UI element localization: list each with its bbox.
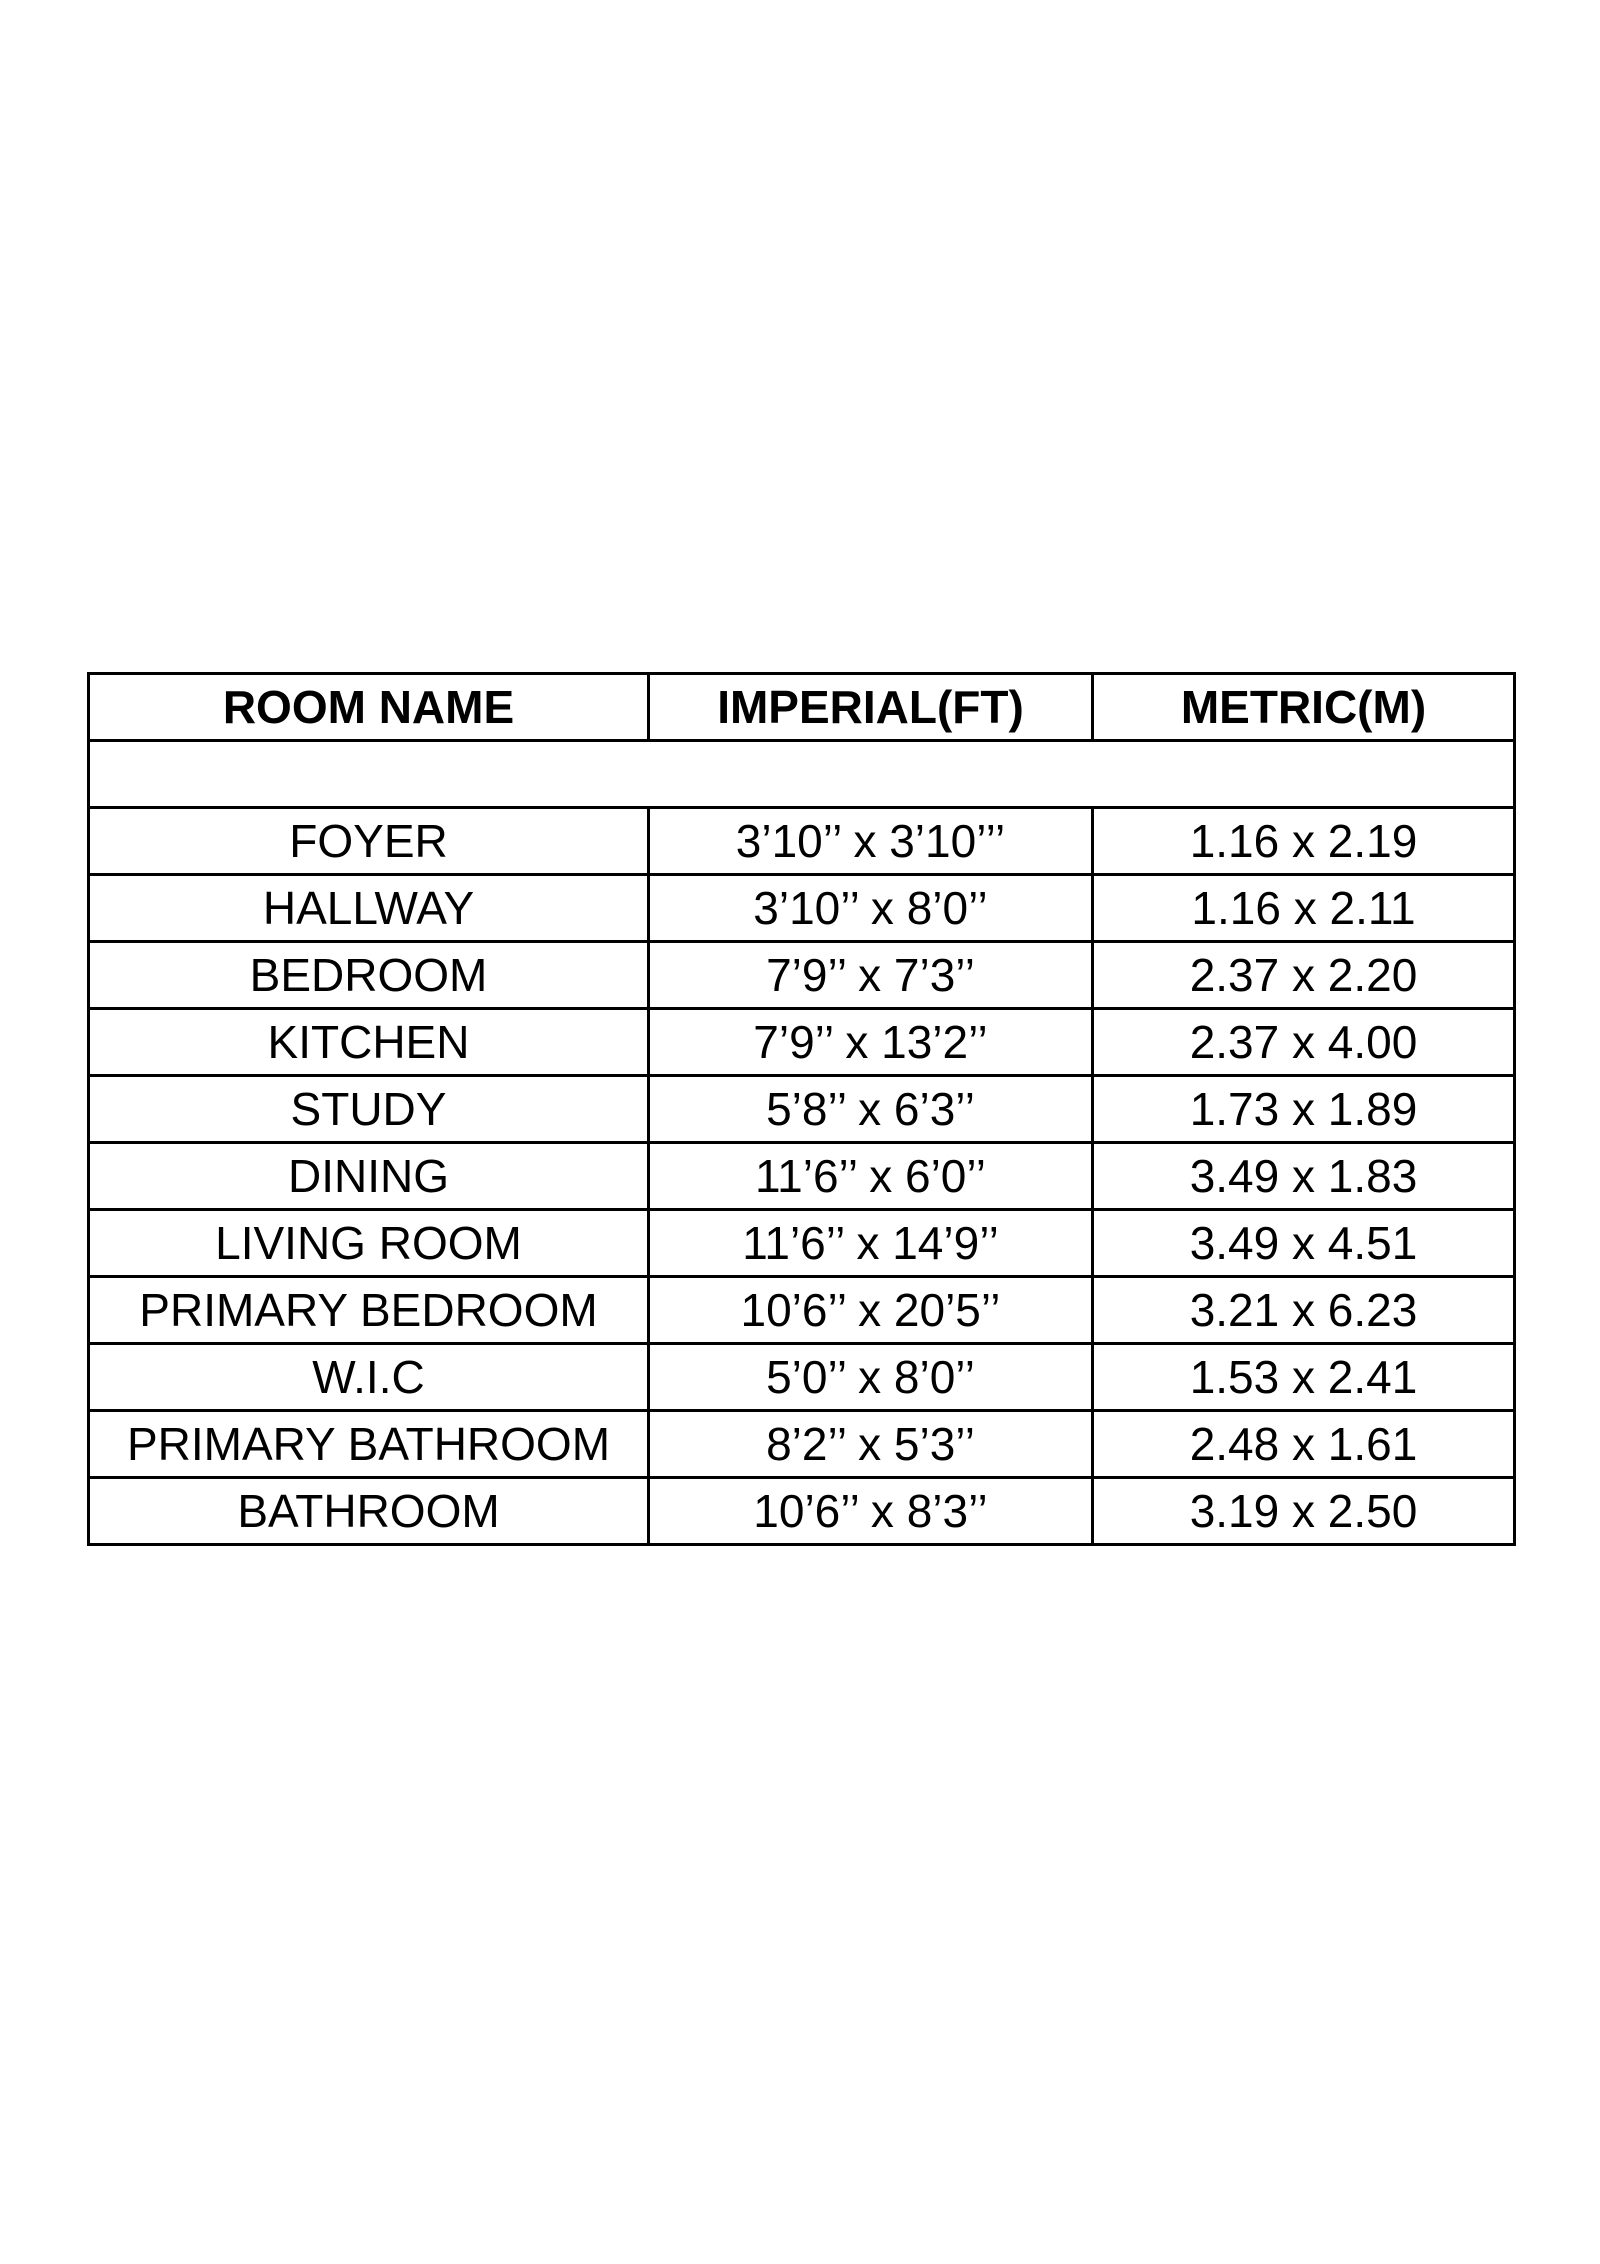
table-row — [89, 1210, 1515, 1277]
imperial-cell: 11’6’’ x 14’9’’ — [649, 1210, 1093, 1277]
blank-cell — [89, 741, 1515, 808]
room-name-cell: DINING — [89, 1143, 649, 1210]
header-imperial: IMPERIAL(FT) — [649, 674, 1093, 741]
imperial-cell: 5’8’’ x 6’3’’ — [649, 1076, 1093, 1143]
header-room-name: ROOM NAME — [89, 674, 649, 741]
imperial-cell: 10’6’’ x 20’5’’ — [649, 1277, 1093, 1344]
room-name-cell: KITCHEN — [89, 1009, 649, 1076]
metric-cell: 3.19 x 2.50 — [1093, 1478, 1515, 1545]
table-row — [89, 1009, 1515, 1076]
blank-spacer-row — [89, 741, 1515, 808]
metric-cell: 3.21 x 6.23 — [1093, 1277, 1515, 1344]
room-name-cell: FOYER — [89, 808, 649, 875]
header-metric: METRIC(M) — [1093, 674, 1515, 741]
table-row — [89, 1143, 1515, 1210]
metric-cell: 2.37 x 2.20 — [1093, 942, 1515, 1009]
metric-cell: 1.16 x 2.11 — [1093, 875, 1515, 942]
imperial-cell: 7’9’’ x 13’2’’ — [649, 1009, 1093, 1076]
table-row — [89, 942, 1515, 1009]
room-name-cell: LIVING ROOM — [89, 1210, 649, 1277]
room-dimensions-table — [87, 672, 1516, 1546]
table-row — [89, 808, 1515, 875]
imperial-cell: 3’10’’ x 3’10’’’ — [649, 808, 1093, 875]
room-name-cell: W.I.C — [89, 1344, 649, 1411]
room-name-cell: PRIMARY BATHROOM — [89, 1411, 649, 1478]
table-row — [89, 1344, 1515, 1411]
imperial-cell: 10’6’’ x 8’3’’ — [649, 1478, 1093, 1545]
metric-cell: 1.16 x 2.19 — [1093, 808, 1515, 875]
table-header-row — [89, 674, 1515, 741]
table-row — [89, 1076, 1515, 1143]
table-row — [89, 875, 1515, 942]
imperial-cell: 11’6’’ x 6’0’’ — [649, 1143, 1093, 1210]
room-name-cell: PRIMARY BEDROOM — [89, 1277, 649, 1344]
metric-cell: 2.37 x 4.00 — [1093, 1009, 1515, 1076]
metric-cell: 3.49 x 1.83 — [1093, 1143, 1515, 1210]
room-name-cell: HALLWAY — [89, 875, 649, 942]
room-name-cell: BATHROOM — [89, 1478, 649, 1545]
metric-cell: 2.48 x 1.61 — [1093, 1411, 1515, 1478]
imperial-cell: 3’10’’ x 8’0’’ — [649, 875, 1093, 942]
metric-cell: 1.73 x 1.89 — [1093, 1076, 1515, 1143]
imperial-cell: 8’2’’ x 5’3’’ — [649, 1411, 1093, 1478]
metric-cell: 3.49 x 4.51 — [1093, 1210, 1515, 1277]
table-row — [89, 1478, 1515, 1545]
room-name-cell: BEDROOM — [89, 942, 649, 1009]
imperial-cell: 5’0’’ x 8’0’’ — [649, 1344, 1093, 1411]
imperial-cell: 7’9’’ x 7’3’’ — [649, 942, 1093, 1009]
table-row — [89, 1277, 1515, 1344]
table-row — [89, 1411, 1515, 1478]
metric-cell: 1.53 x 2.41 — [1093, 1344, 1515, 1411]
room-name-cell: STUDY — [89, 1076, 649, 1143]
